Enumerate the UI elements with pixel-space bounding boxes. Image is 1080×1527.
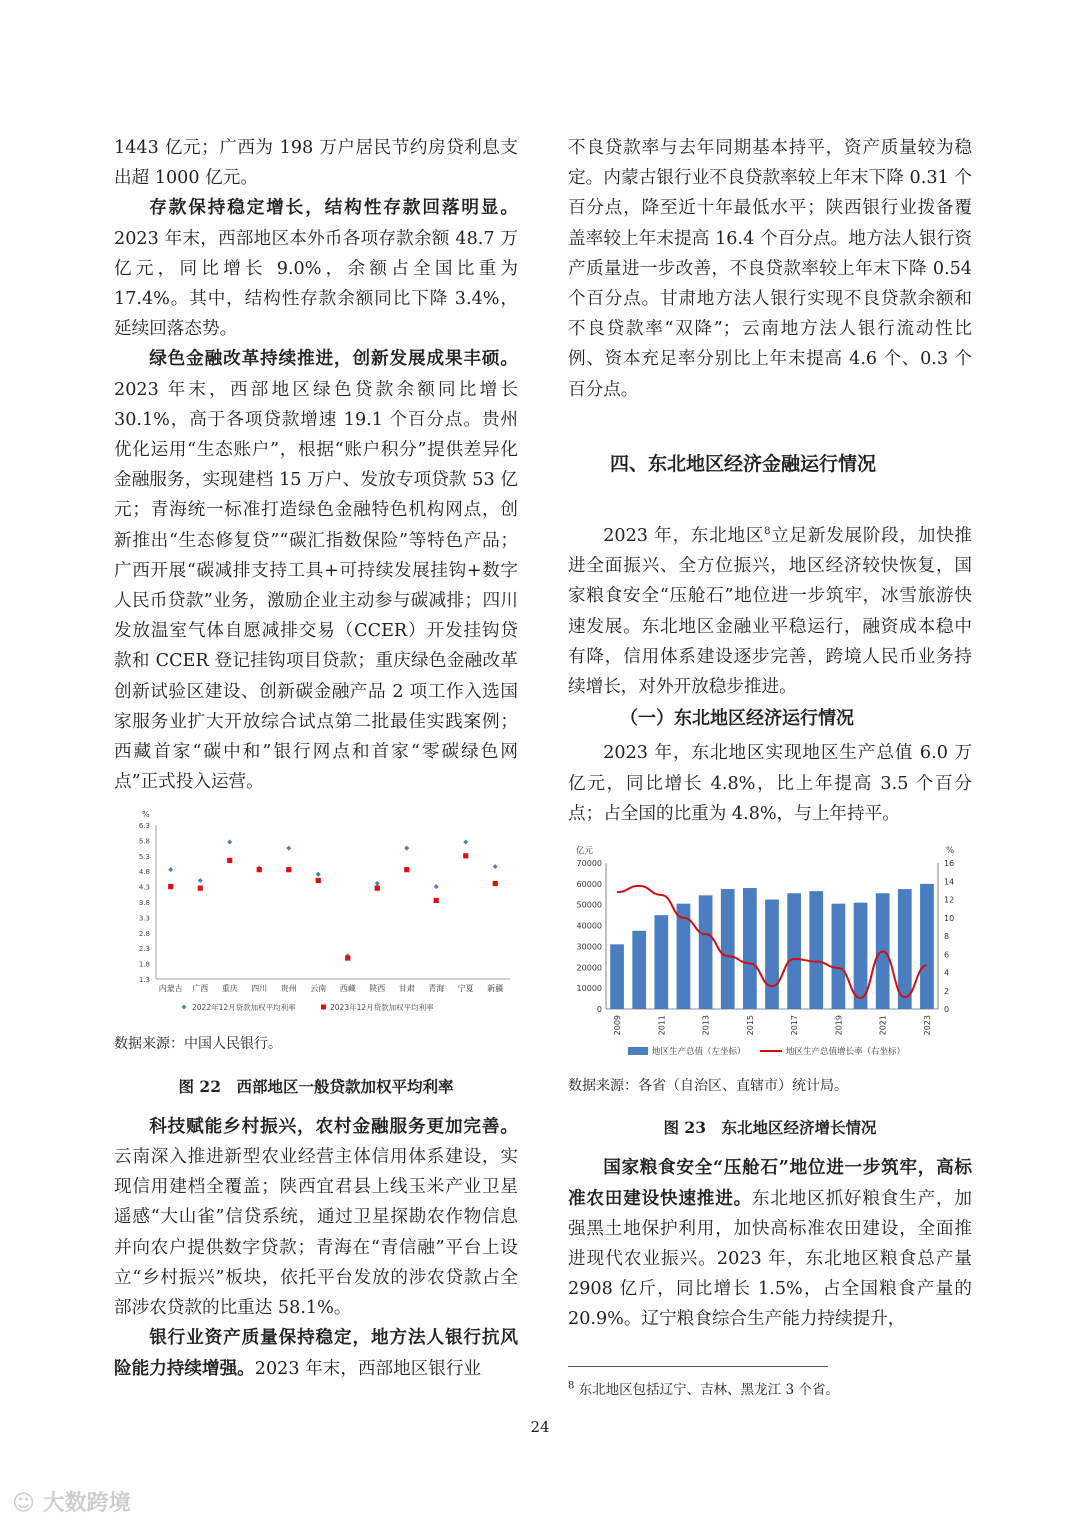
paragraph bbox=[114, 344, 518, 797]
y-tick-label: 6.3 bbox=[138, 822, 150, 831]
x-tick-label: 西藏 bbox=[339, 984, 356, 994]
data-point-2023 bbox=[168, 884, 173, 889]
data-point-2023 bbox=[257, 868, 262, 873]
data-point-2023 bbox=[375, 886, 380, 891]
bar-gdp bbox=[632, 931, 646, 1009]
data-point-2022 bbox=[404, 846, 409, 851]
x-tick-label: 2013 bbox=[701, 1014, 711, 1036]
y-tick-label-left: 0 bbox=[596, 1004, 602, 1014]
figure-source: 数据来源：中国人民银行。 bbox=[114, 1036, 282, 1053]
paragraph bbox=[568, 517, 972, 702]
paragraph: 1443 亿元；广西为 198 万户居民节约房贷利息支出超 1000 亿元。 bbox=[114, 138, 518, 189]
y-tick-label-left: 50000 bbox=[576, 900, 602, 910]
x-tick-label: 2009 bbox=[613, 1014, 623, 1036]
data-point-2023 bbox=[316, 878, 321, 883]
data-point-2023 bbox=[286, 868, 291, 873]
paragraph-text: 立足新发展阶段，加快推进全面振兴、全方位振兴，地区经济较快恢复，国家粮食安全“压舱石”地位进一步筑牢，冰雪旅游快速发展。东北地区金融业平稳运行，融资成本稳中有降，信用体系建设逐步完善，跨境人民币业务持续增长，对外开放稳步推进。 bbox=[568, 525, 972, 697]
y-tick-label-right: 4 bbox=[944, 968, 950, 978]
x-tick-label: 贵州 bbox=[280, 984, 297, 994]
x-tick-label: 2021 bbox=[878, 1014, 888, 1036]
y-tick-label-right: 14 bbox=[944, 877, 955, 887]
legend-label-bar: 地区生产总值（左坐标） bbox=[652, 1046, 746, 1057]
watermark-logo-icon: ☺ bbox=[12, 1491, 43, 1516]
y-tick-label: 4.8 bbox=[138, 868, 150, 877]
paragraph-lead: 国家粮食安全“压舱石”地位进一步筑牢，高标准农田建设快速推进。 bbox=[568, 1157, 972, 1209]
footnote-text: 东北地区包括辽宁、吉林、黑龙江 3 个省。 bbox=[578, 1382, 839, 1398]
legend-label-line: 地区生产总值增长率（右坐标） bbox=[786, 1046, 906, 1057]
x-tick-label: 陕西 bbox=[369, 984, 386, 994]
y-tick-label: 2.3 bbox=[138, 945, 150, 954]
chart-northeast-growth bbox=[568, 837, 988, 1065]
y-tick-label: 1.8 bbox=[138, 961, 150, 970]
x-tick-label: 2023 bbox=[922, 1014, 932, 1036]
paragraph-text: 2023 年末，西部地区本外币各项存款余额 48.7 万亿元，同比增长 9.0%，余额占全国比重为 17.4%。其中，结构性存款余额同比下降 3.4%，延续回落态势。 bbox=[114, 228, 518, 340]
bar-gdp bbox=[721, 889, 735, 1009]
x-tick-label: 广西 bbox=[192, 984, 209, 994]
y-tick-label: 5.3 bbox=[138, 853, 150, 862]
x-tick-label: 2015 bbox=[745, 1014, 755, 1036]
footnote-ref[interactable]: 8 bbox=[764, 526, 771, 538]
data-point-2023 bbox=[493, 881, 498, 886]
y-tick-label: 4.3 bbox=[138, 884, 150, 893]
watermark bbox=[12, 1486, 131, 1517]
x-tick-label: 宁夏 bbox=[457, 984, 474, 994]
x-tick-label: 甘肃 bbox=[398, 984, 415, 994]
y-tick-label-right: 6 bbox=[944, 950, 950, 960]
y-tick-label-left: 10000 bbox=[576, 984, 602, 994]
paragraph bbox=[568, 1153, 972, 1334]
right-column bbox=[568, 133, 972, 1335]
data-point-2022 bbox=[463, 840, 468, 845]
data-point-2022 bbox=[168, 868, 173, 873]
data-point-2022 bbox=[227, 840, 232, 845]
paragraph: 不良贷款率与去年同期基本持平，资产质量较为稳定。内蒙古银行业不良贷款率较上年末下降 0.31 个百分点，降至近十年最低水平；陕西银行业拨备覆盖率较上年末提高 16.4 个百分点。地方法人银行资产质量进一步改善，不良贷款率较上年末下降 0.54 个百分点。甘肃地方法人银行实现不良贷款余额和不良贷款率“双降”；云南地方法人银行流动性比例、资本充足率分别比上年末提高 4.6 个、0.3 个百分点。 bbox=[568, 138, 972, 400]
y-axis-unit-left: 亿元 bbox=[576, 845, 594, 856]
data-point-2023 bbox=[345, 956, 350, 961]
legend-marker-2022 bbox=[182, 1005, 187, 1010]
footnote-divider bbox=[568, 1366, 828, 1367]
bar-gdp bbox=[787, 893, 801, 1009]
y-tick-label-left: 70000 bbox=[576, 858, 602, 868]
data-point-2022 bbox=[434, 885, 439, 890]
bar-gdp bbox=[809, 891, 823, 1009]
data-point-2022 bbox=[198, 878, 203, 883]
y-tick-label-right: 2 bbox=[944, 986, 950, 996]
x-tick-label: 四川 bbox=[251, 984, 268, 994]
subsection-heading: （一）东北地区经济运行情况 bbox=[620, 708, 854, 730]
x-tick-label: 重庆 bbox=[221, 984, 238, 994]
bar-gdp bbox=[832, 904, 846, 1009]
figure-caption: 图 23 东北地区经济增长情况 bbox=[663, 1118, 877, 1138]
legend-label-2022: 2022年12月贷款加权平均利率 bbox=[192, 1003, 296, 1013]
paragraph-lead: 绿色金融改革持续推进，创新发展成果丰硕。 bbox=[149, 348, 518, 370]
y-tick-label-left: 40000 bbox=[576, 921, 602, 931]
bar-gdp bbox=[743, 888, 757, 1009]
bar-gdp bbox=[765, 899, 779, 1009]
y-tick-label-right: 12 bbox=[944, 895, 955, 905]
data-point-2023 bbox=[463, 854, 468, 859]
footnote-number: 8 bbox=[568, 1380, 575, 1392]
figure-caption: 图 22 西部地区一般贷款加权平均利率 bbox=[178, 1076, 454, 1096]
y-tick-label: 2.8 bbox=[138, 930, 150, 939]
bar-gdp bbox=[654, 915, 668, 1009]
paragraph-text: 2023 年末，西部地区绿色贷款余额同比增长 30.1%，高于各项贷款增速 19.1 个百分点。贵州优化运用“生态账户”，根据“账户积分”提供差异化金融服务，实现建档 15 万户、发放专项贷款 53 亿元；青海统一标准打造绿色金融特色机构网点，创新推出“生态修复贷”“碳汇指数保险”等特色产品；广西开展“碳减排支持工具+可持续发展挂钩+数字人民币贷款”业务，激励企业主动参与碳减排；四川发放温室气体自愿减排交易（CCER）开发挂钩贷款和 CCER 登记挂钩项目贷款；重庆绿色金融改革创新试验区建设、创新碳金融产品 2 项工作入选国家服务业扩大开放综合试点第二批最佳实践案例；西藏首家“碳中和”银行网点和首家“零碳绿色网点”正式投入运营。 bbox=[114, 379, 518, 793]
y-axis-unit: % bbox=[142, 810, 150, 820]
data-point-2023 bbox=[434, 898, 439, 903]
y-tick-label: 3.8 bbox=[138, 899, 150, 908]
data-point-2022 bbox=[286, 846, 291, 851]
legend-marker-bar bbox=[628, 1047, 648, 1055]
x-tick-label: 云南 bbox=[310, 984, 327, 994]
y-tick-label-right: 16 bbox=[944, 858, 955, 868]
y-tick-label: 5.8 bbox=[138, 837, 150, 846]
data-point-2023 bbox=[198, 886, 203, 891]
data-point-2022 bbox=[493, 865, 498, 870]
paragraph-lead: 科技赋能乡村振兴，农村金融服务更加完善。 bbox=[149, 1115, 518, 1137]
paragraph-text: 2023 年末，西部地区银行业 bbox=[254, 1358, 482, 1379]
y-axis-unit-right: % bbox=[946, 845, 955, 856]
data-point-2023 bbox=[227, 858, 232, 863]
paragraph-lead: 存款保持稳定增长，结构性存款回落明显。 bbox=[149, 197, 518, 219]
y-tick-label: 1.3 bbox=[138, 976, 150, 985]
x-tick-label: 2017 bbox=[790, 1014, 800, 1036]
paragraph-text: 2023 年，东北地区 bbox=[603, 525, 765, 546]
y-tick-label-left: 20000 bbox=[576, 963, 602, 973]
y-tick-label-left: 30000 bbox=[576, 942, 602, 952]
footnote bbox=[568, 1378, 839, 1398]
x-tick-label: 内蒙古 bbox=[158, 984, 183, 994]
left-column bbox=[114, 133, 518, 1384]
y-tick-label-right: 0 bbox=[944, 1004, 950, 1014]
page-number: 24 bbox=[530, 1418, 550, 1436]
paragraph bbox=[114, 1323, 518, 1383]
paragraph: 2023 年，东北地区实现地区生产总值 6.0 万亿元，同比增长 4.8%，比上年提高 3.5 个百分点；占全国的比重为 4.8%，与上年持平。 bbox=[568, 743, 972, 824]
data-point-2022 bbox=[375, 881, 380, 886]
x-tick-label: 新疆 bbox=[487, 984, 504, 994]
y-tick-label-right: 8 bbox=[944, 931, 950, 941]
x-tick-label: 2011 bbox=[657, 1014, 667, 1036]
y-tick-label-left: 60000 bbox=[576, 879, 602, 889]
legend-label-2023: 2023年12月贷款加权平均利率 bbox=[330, 1003, 434, 1013]
paragraph bbox=[114, 1112, 518, 1323]
legend-marker-2023 bbox=[321, 1005, 326, 1010]
chart-western-loan-rates bbox=[114, 805, 518, 1023]
paragraph-text: 东北地区抓好粮食生产，加强黑土地保护利用，加快高标准农田建设，全面推进现代农业振兴。2023 年，东北地区粮食总产量 2908 亿斤，同比增长 1.5%，占全国粮食产量的 20.9%。辽宁粮食综合生产能力持续提升， bbox=[568, 1188, 972, 1330]
bar-gdp bbox=[898, 889, 912, 1009]
paragraph bbox=[114, 193, 518, 344]
bar-gdp bbox=[920, 884, 934, 1009]
data-point-2022 bbox=[316, 872, 321, 877]
y-tick-label: 3.3 bbox=[138, 914, 150, 923]
bar-gdp bbox=[699, 895, 713, 1009]
bar-gdp bbox=[610, 944, 624, 1009]
watermark-text: 大数跨境 bbox=[42, 1491, 131, 1516]
section-heading: 四、东北地区经济金融运行情况 bbox=[610, 452, 877, 475]
x-tick-label: 青海 bbox=[428, 984, 445, 994]
figure-source: 数据来源：各省（自治区、直辖市）统计局。 bbox=[568, 1077, 848, 1094]
y-tick-label-right: 10 bbox=[944, 913, 955, 923]
paragraph-lead: 银行业资产质量保持稳定，地方法人银行抗风险能力持续增强。 bbox=[114, 1327, 518, 1379]
x-tick-label: 2019 bbox=[834, 1014, 844, 1036]
data-point-2023 bbox=[404, 868, 409, 873]
paragraph-text: 云南深入推进新型农业经营主体信用体系建设，实现信用建档全覆盖；陕西宜君县上线玉米产业卫星遥感“大山雀”信贷系统，通过卫星探勘农作物信息并向农户提供数字贷款；青海在“青信融”平台上设立“乡村振兴”板块，依托平台发放的涉农贷款占全部涉农贷款的比重达 58.1%。 bbox=[114, 1147, 518, 1319]
